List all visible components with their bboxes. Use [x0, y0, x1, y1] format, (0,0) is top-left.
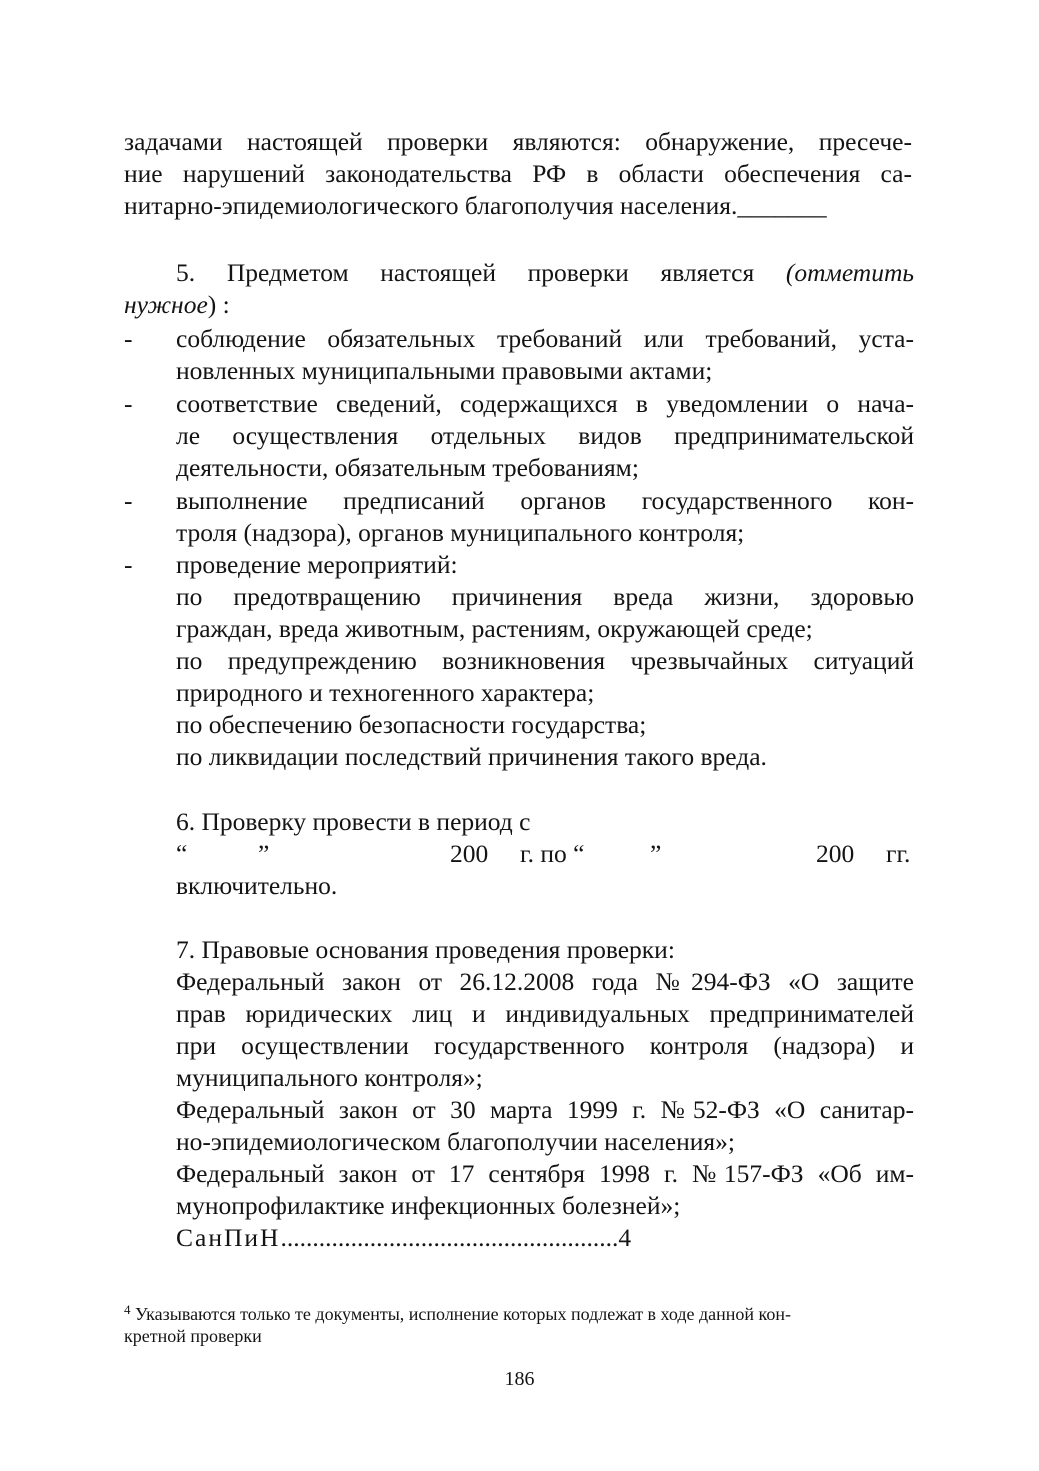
- date-year-1: 200: [450, 839, 489, 868]
- date-quote-close-2: ”: [650, 839, 662, 868]
- list-item-4-line-1: проведение мероприятий:: [176, 550, 458, 579]
- list-item-1-line-2: новленных муниципальными правовыми актами;: [176, 356, 713, 385]
- section-6-inclusive: включительно.: [176, 871, 338, 900]
- list-dash: -: [124, 486, 133, 515]
- section-5-heading: [176, 257, 914, 289]
- section-7-line-3: при осуществлении государственного контроля (надзора) и: [176, 1031, 914, 1060]
- list-item-2-line-1: соответствие сведений, содержащихся в уведомлении о нача-: [176, 389, 914, 418]
- section-7-line-2: прав юридических лиц и индивидуальных предпринимателей: [176, 999, 914, 1028]
- footnote-line-2: кретной проверки: [124, 1326, 262, 1346]
- list-dash: -: [124, 324, 133, 353]
- date-year-2: 200: [816, 839, 855, 868]
- date-to: г. по “: [520, 839, 585, 868]
- footnote-mark: 4: [124, 1302, 131, 1317]
- section-7-heading: 7. Правовые основания проведения проверки:: [176, 935, 675, 964]
- list-item-3-line-2: троля (надзора), органов муниципального контроля;: [176, 518, 745, 547]
- section-7-line-7: Федеральный закон от 17 сентября 1998 г. №157-ФЗ «Об им-: [176, 1159, 914, 1188]
- section-5-heading-text: 5. Предметом настоящей проверки является: [176, 258, 786, 287]
- list-dash: -: [124, 389, 133, 418]
- sub-line-4: природного и техногенного характера;: [176, 678, 595, 707]
- sub-line-3: по предупреждению возникновения чрезвычайных ситуаций: [176, 646, 914, 675]
- section-5-heading-italic: (отметить: [785, 258, 914, 287]
- date-years-suffix: гг.: [886, 839, 911, 868]
- date-quote-close-1: ”: [258, 839, 270, 868]
- section-7-line-1: Федеральный закон от 26.12.2008 года №294-ФЗ «О защите: [176, 967, 914, 996]
- date-quote-open-1: “: [176, 839, 188, 868]
- page-number: 186: [504, 1368, 535, 1390]
- section-7-line-6: но-эпидемиологическом благополучии населения»;: [176, 1127, 735, 1156]
- sub-line-1: по предотвращению причинения вреда жизни, здоровью: [176, 582, 914, 611]
- list-item-3-line-1: выполнение предписаний органов государственного кон-: [176, 486, 914, 515]
- section-7-line-5: Федеральный закон от 30 марта 1999 г. №52-ФЗ «О санитар-: [176, 1095, 914, 1124]
- list-item-1-line-1: соблюдение обязательных требований или требований, уста-: [176, 324, 914, 353]
- section-5-colon: ) :: [207, 290, 230, 319]
- section-7-line-8: мунопрофилактике инфекционных болезней»;: [176, 1191, 681, 1220]
- list-item-2-line-2: ле осуществления отдельных видов предпринимательской: [176, 421, 914, 450]
- intro-line-3: нитарно-эпидемиологического благополучия населения._______: [124, 191, 827, 220]
- list-item-2-line-3: деятельности, обязательным требованиям;: [176, 453, 639, 482]
- intro-line-1: задачами настоящей проверки являются: обнаружение, пресече-: [124, 127, 912, 156]
- section-6-heading: 6. Проверку провести в период с: [176, 807, 531, 836]
- list-dash: -: [124, 550, 133, 579]
- section-5-italic-needed: нужное: [124, 290, 208, 319]
- section-5-heading-cont: [124, 289, 230, 321]
- footnote-text-1: Указываются только те документы, исполнение которых подлежат в ходе данной кон-: [130, 1304, 792, 1324]
- section-7-line-4: муниципального контроля»;: [176, 1063, 483, 1092]
- sub-line-5: по обеспечению безопасности государства;: [176, 710, 647, 739]
- sub-line-6: по ликвидации последствий причинения такого вреда.: [176, 742, 767, 771]
- sanpin-dots: .....................................................4: [280, 1223, 632, 1252]
- intro-line-2: ние нарушений законодательства РФ в области обеспечения са-: [124, 159, 912, 188]
- sanpin-label: СанПиН: [176, 1223, 281, 1252]
- sanpin-line: [176, 1222, 631, 1254]
- sub-line-2: граждан, вреда животным, растениям, окружающей среде;: [176, 614, 813, 643]
